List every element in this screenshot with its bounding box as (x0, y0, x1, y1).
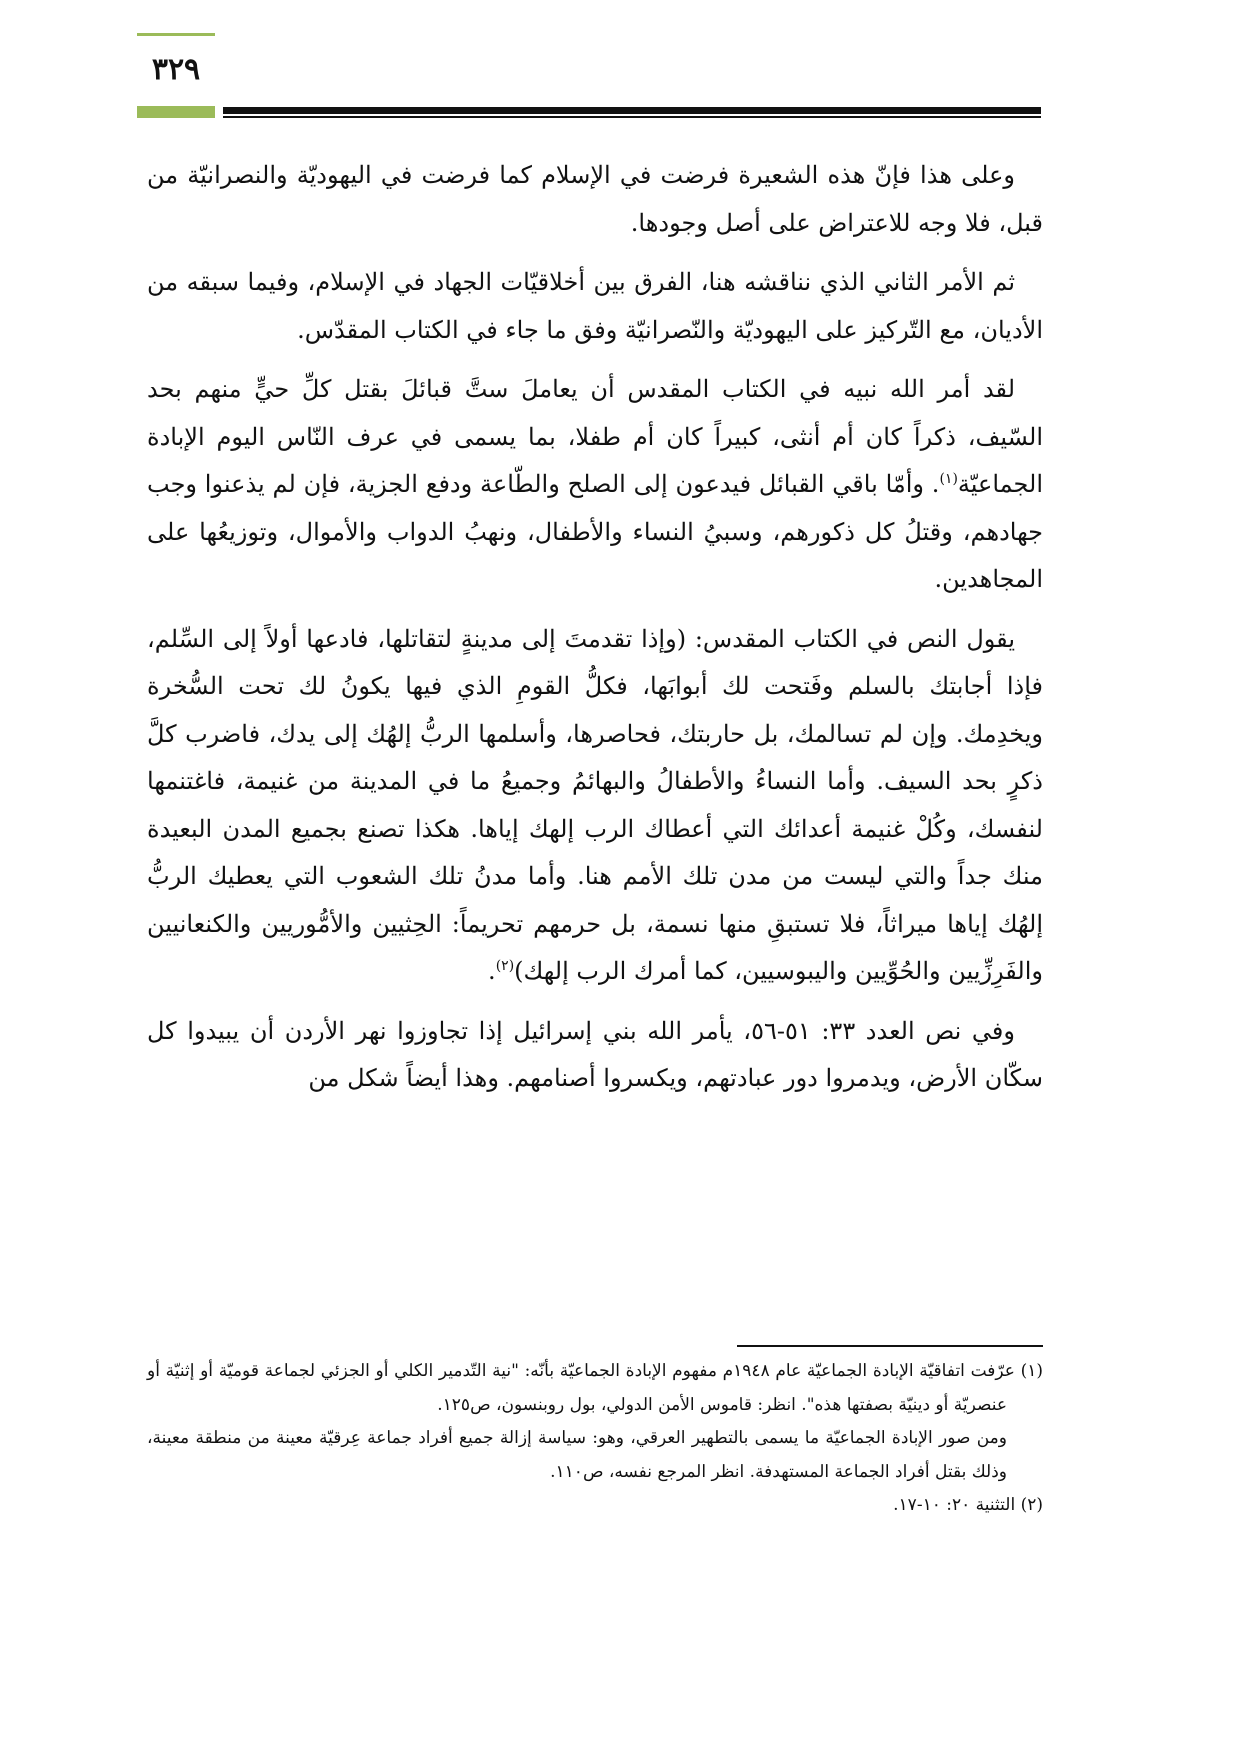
paragraph-2: ثم الأمر الثاني الذي نناقشه هنا، الفرق بين أخلاقيّات الجهاد في الإسلام، وفيما سبقه من الأديان، مع التّركيز على اليهوديّة والنّصرانيّة وفق ما جاء في الكتاب المقدّس. (147, 268, 1043, 344)
paragraph-3 (147, 366, 1043, 604)
header-rule-thin (223, 116, 1041, 118)
footnote-ref-1[interactable]: (١) (939, 471, 958, 487)
footnote-separator (737, 1345, 1043, 1347)
footnotes (147, 1355, 1043, 1523)
footnote-ref-2[interactable]: (٢) (495, 958, 515, 974)
page-number: ٣٢٩ (151, 52, 201, 87)
footnote-2: (٢) التثنية ٢٠: ١٠-١٧. (893, 1495, 1043, 1515)
header-top-accent-line (137, 33, 215, 36)
header-rule-accent (137, 106, 215, 118)
paragraph-4 (147, 616, 1043, 996)
paragraph-3-text: لقد أمر الله نبيه في الكتاب المقدس أن يعاملَ ستَّ قبائلَ بقتل كلِّ حيٍّ منهم بحد السّيف، ذكراً كان أم أنثى، كبيراً كان أم طفلا، بما يسمى في عرف النّاس اليوم الإبادة الجماعيّة (147, 375, 1044, 498)
paragraph-4-end: . (488, 957, 496, 985)
paragraph-3-continuation: . وأمّا باقي القبائل فيدعون إلى الصلح والطّاعة ودفع الجزية، فإن لم يذعنوا وجب جهادهم، وقتلُ كل ذكورهم، وسبيُ النساء والأطفال، ونهبُ الدواب والأموال، وتوزيعُها على المجاهدين. (147, 470, 1043, 593)
footnote-1-continuation: ومن صور الإبادة الجماعيّة ما يسمى بالتطهير العرقي، وهو: سياسة إزالة جميع أفراد جماعة عِرقيّة معينة من منطقة معينة، وذلك بقتل أفراد الجماعة المستهدفة. انظر المرجع نفسه، ص١١٠. (147, 1428, 1007, 1482)
paragraph-5: وفي نص العدد ٣٣: ٥١-٥٦، يأمر الله بني إسرائيل إذا تجاوزوا نهر الأردن أن يبيدوا كل سكّان الأرض، ويدمروا دور عبادتهم، ويكسروا أصنامهم. وهذا أيضاً شكل من (147, 1016, 1043, 1092)
footnote-1: (١) عرّفت اتفاقيّة الإبادة الجماعيّة عام ١٩٤٨م مفهوم الإبادة الجماعيّة بأنّه: "نية التّدمير الكلي أو الجزئي لجماعة قوميّة أو إثنيّة أو عنصريّة أو دينيّة بصفتها هذه". انظر: قاموس الأمن الدولي، بول روبنسون، ص١٢٥. (147, 1361, 1043, 1415)
paragraph-1: وعلى هذا فإنّ هذه الشعيرة فرضت في الإسلام كما فرضت في اليهوديّة والنصرانيّة من قبل، فلا وجه للاعتراض على أصل وجودها. (147, 161, 1043, 237)
paragraph-4-text: يقول النص في الكتاب المقدس: (وإذا تقدمتَ إلى مدينةٍ لتقاتلها، فادعها أولاً إلى السِّلم، فإذا أجابتك بالسلم وفَتحت لك أبوابَها، فكلُّ القومِ الذي فيها يكونُ لك تحت السُّخرة ويخدِمك. وإن لم تسالمك، بل حاربتك، فحاصرها، وأسلمها الربُّ إلهُك إلى يدك، فاضرب كلَّ ذكرٍ بحد السيف. وأما النساءُ والأطفالُ والبهائمُ وجميعُ ما في المدينة من غنيمة، فاغتنمها لنفسك، وكُلْ غنيمة أعدائك التي أعطاك الرب إلهك إياها. هكذا تصنع بجميع المدن البعيدة منك جداً والتي ليست من مدن تلك الأمم هنا. وأما مدنُ تلك الشعوب التي يعطيك الربُّ إلهُك إياها ميراثاً، فلا تستبقِ منها نسمة، بل حرمهم تحريماً: الحِثيين والأمُّوريين والكنعانيين والفَرِزِّيين والحُوِّيين واليبوسيين، كما أمرك الرب إلهك) (147, 624, 1043, 985)
body-text (147, 152, 1043, 1115)
header-rule-thick (223, 107, 1041, 114)
